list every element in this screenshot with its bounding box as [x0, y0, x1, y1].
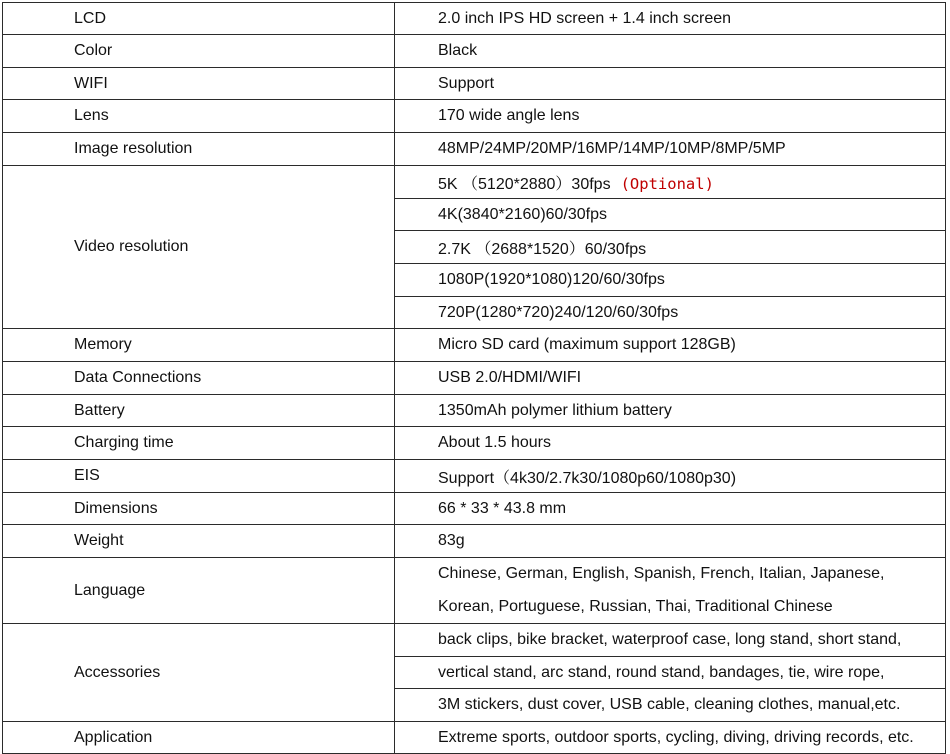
spec-label: Image resolution — [3, 133, 395, 166]
video-res-5k: 5K （5120*2880）30fps — [438, 175, 611, 193]
spec-value: USB 2.0/HDMI/WIFI — [395, 362, 946, 395]
spec-label: Charging time — [3, 427, 395, 460]
spec-value: 1080P(1920*1080)120/60/30fps — [395, 264, 946, 297]
spec-label: Accessories — [3, 624, 395, 722]
spec-table — [2, 2, 946, 754]
spec-label: Lens — [3, 100, 395, 133]
spec-value: 3M stickers, dust cover, USB cable, cleaning clothes, manual,etc. — [395, 689, 946, 722]
spec-value: 2.0 inch IPS HD screen + 1.4 inch screen — [395, 3, 946, 35]
table-row — [3, 3, 946, 35]
spec-value: Extreme sports, outdoor sports, cycling, diving, driving records, etc. — [395, 722, 946, 754]
spec-value: 170 wide angle lens — [395, 100, 946, 133]
spec-label: EIS — [3, 460, 395, 493]
table-row — [3, 68, 946, 100]
spec-value: back clips, bike bracket, waterproof case, long stand, short stand, — [395, 624, 946, 657]
spec-label: Application — [3, 722, 395, 754]
spec-label: WIFI — [3, 68, 395, 100]
table-row — [3, 133, 946, 166]
spec-value: vertical stand, arc stand, round stand, bandages, tie, wire rope, — [395, 657, 946, 689]
spec-value: 48MP/24MP/20MP/16MP/14MP/10MP/8MP/5MP — [395, 133, 946, 166]
spec-value: Black — [395, 35, 946, 68]
spec-value: Support（4k30/2.7k30/1080p60/1080p30) — [395, 460, 946, 493]
table-row — [3, 329, 946, 362]
spec-value: 4K(3840*2160)60/30fps — [395, 199, 946, 231]
spec-value: Micro SD card (maximum support 128GB) — [395, 329, 946, 362]
table-row — [3, 525, 946, 558]
spec-value: 66 * 33 * 43.8 mm — [395, 493, 946, 525]
table-row — [3, 362, 946, 395]
spec-value — [395, 166, 946, 199]
spec-label: Memory — [3, 329, 395, 362]
table-row — [3, 460, 946, 493]
spec-label: LCD — [3, 3, 395, 35]
table-row — [3, 395, 946, 427]
table-row — [3, 35, 946, 68]
spec-label: Video resolution — [3, 166, 395, 329]
table-row — [3, 166, 946, 199]
spec-label: Weight — [3, 525, 395, 558]
spec-label: Dimensions — [3, 493, 395, 525]
table-row — [3, 558, 946, 624]
table-row — [3, 427, 946, 460]
language-line: Korean, Portuguese, Russian, Thai, Traditional Chinese — [438, 597, 833, 615]
spec-value: 1350mAh polymer lithium battery — [395, 395, 946, 427]
table-row — [3, 722, 946, 754]
table-row — [3, 624, 946, 657]
spec-label: Color — [3, 35, 395, 68]
table-row — [3, 493, 946, 525]
language-line: Chinese, German, English, Spanish, French, Italian, Japanese, — [438, 565, 885, 582]
spec-value: 83g — [395, 525, 946, 558]
optional-note: (Optional) — [620, 174, 714, 193]
spec-value — [395, 558, 946, 624]
spec-label: Battery — [3, 395, 395, 427]
spec-label: Language — [3, 558, 395, 624]
table-row — [3, 100, 946, 133]
spec-value: Support — [395, 68, 946, 100]
spec-label: Data Connections — [3, 362, 395, 395]
spec-value: About 1.5 hours — [395, 427, 946, 460]
spec-value: 2.7K （2688*1520）60/30fps — [395, 231, 946, 264]
spec-value: 720P(1280*720)240/120/60/30fps — [395, 297, 946, 329]
